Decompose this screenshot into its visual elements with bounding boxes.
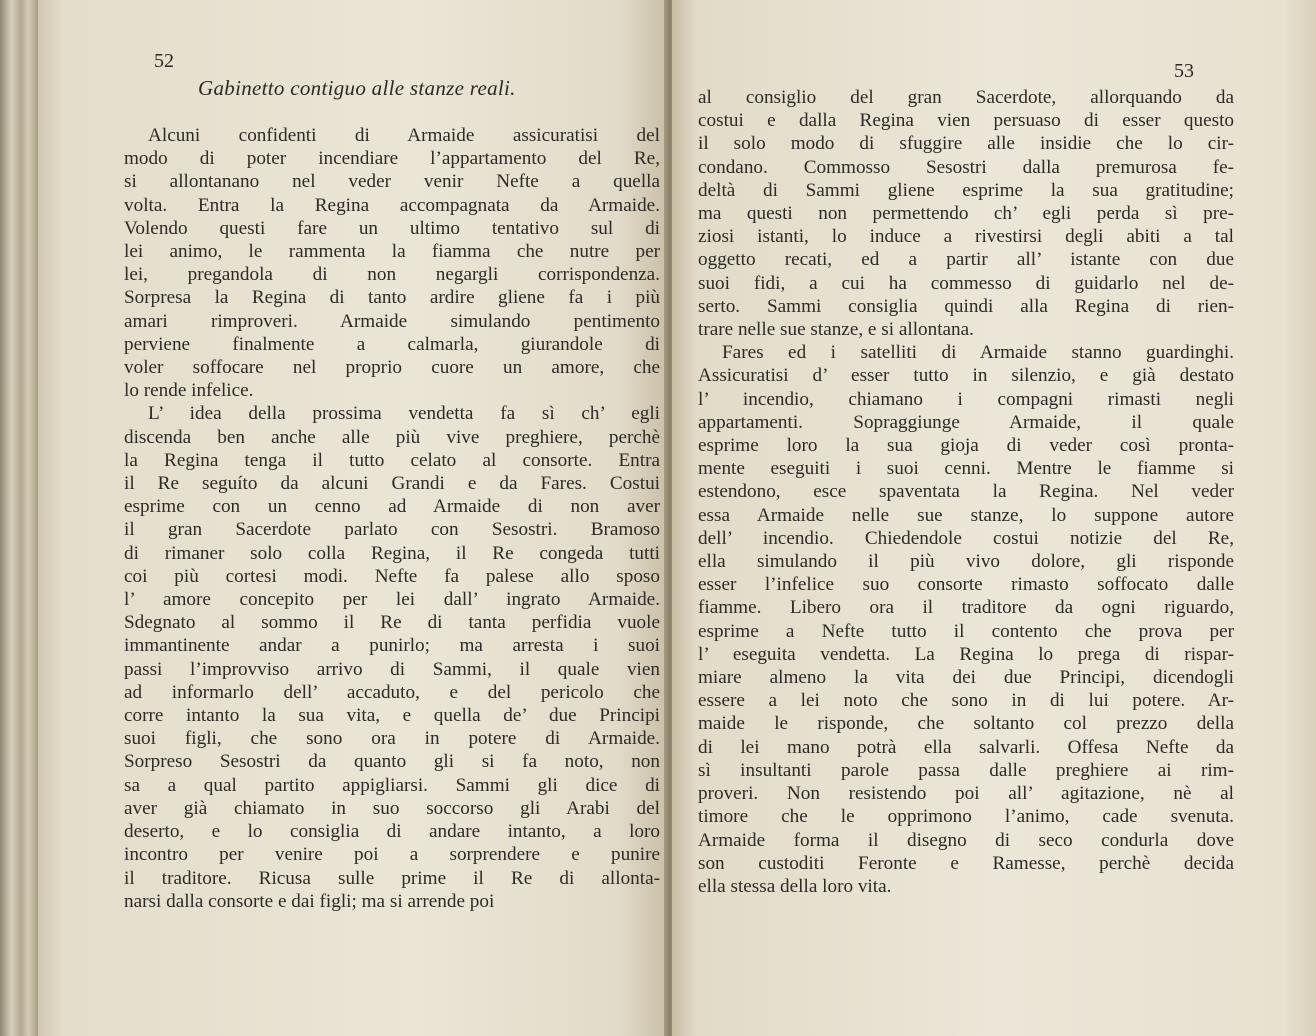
text-line: ella stessa della loro vita. [698,875,892,897]
text-line: Volendo questi fare un ultimo tentativo sul di [124,217,660,239]
text-line: di rimaner solo colla Regina, il Re congeda tutti [124,542,660,564]
text-line: passi l’improvviso arrivo di Sammi, il quale vien [124,658,660,680]
text-line: ma questi non permettendo ch’ egli perda sì pre- [698,203,1234,225]
text-line: timore che le opprimono l’animo, cade svenuta. [698,806,1234,828]
section-heading: Gabinetto contiguo alle stanze reali. [198,76,516,100]
text-line: costui e dalla Regina vien persuaso di esser questo [698,110,1234,132]
text-line: maide le risponde, che soltanto col prezzo della [698,713,1234,735]
text-line: Alcuni confidenti di Armaide assicuratisi del [148,125,660,146]
text-line: sa a qual partito appigliarsi. Sammi gli dice di [124,774,660,796]
text-line: amari rimproveri. Armaide simulando pentimento [124,310,660,332]
text-line: Armaide forma il disegno di seco condurla dove [698,829,1234,851]
right-page [672,0,1316,1036]
text-line: si allontanano nel veder venir Nefte a quella [124,171,660,193]
text-line: l’ eseguita vendetta. La Regina lo prega di rispar- [698,643,1234,665]
text-line: immantinente andar a punirlo; ma arresta i suoi [124,635,660,657]
text-line: condano. Commosso Sesostri dalla premurosa fe- [698,156,1234,178]
text-line: estendono, esce spaventata la Regina. Nel veder [698,481,1234,503]
text-line: la Regina tenga il tutto celato al consorte. Entra [124,449,660,471]
text-line: il gran Sacerdote parlato con Sesostri. Bramoso [124,519,660,541]
text-line: incontro per venire poi a sorprendere e punire [124,844,660,866]
text-line: deserto, e lo consiglia di andare intanto, a loro [124,821,660,843]
text-line: di lei mano potrà ella salvarli. Offesa Nefte da [698,736,1234,758]
text-line: ad informarlo dell’ accaduto, e del pericolo che [124,681,660,703]
text-line: deltà di Sammi gliene esprime la sua gratitudine; [698,179,1234,201]
left-page [38,0,668,1036]
text-line: esprime a Nefte tutto il contento che prova per [698,620,1234,642]
text-line: esprime loro la sua gioja di veder così pronta- [698,435,1234,457]
text-line: serto. Sammi consiglia quindi alla Regina di rien- [698,295,1234,317]
text-line: L’ idea della prossima vendetta fa sì ch’ egli [148,403,660,425]
text-line: miare almeno la vita dei due Principi, dicendogli [698,667,1234,689]
text-line: coi più cortesi modi. Nefte fa palese allo sposo [124,565,660,587]
text-line: aver già chiamato in suo soccorso gli Arabi del [124,797,660,819]
text-line: appartamenti. Sopraggiunge Armaide, il quale [698,411,1234,433]
text-line: proveri. Non resistendo poi all’ agitazione, nè al [698,783,1234,805]
text-line: narsi dalla consorte e dai figli; ma si arrende poi [124,890,495,912]
text-line: suoi figli, che sono ora in potere di Armaide. [124,728,660,750]
text-line: dell’ incendio. Chiedendole costui notizie del Re, [698,527,1234,549]
page-edges [0,0,38,1036]
text-line: il traditore. Ricusa sulle prime il Re di allonta- [124,867,660,889]
text-line: Assicuratisi d’ esser tutto in silenzio, e già destato [698,365,1234,387]
page-number-right: 53 [1174,60,1194,82]
text-line: volta. Entra la Regina accompagnata da Armaide. [124,194,660,216]
text-line: son custoditi Feronte e Ramesse, perchè decida [698,852,1234,874]
text-line: il Re seguíto da alcuni Grandi e da Fares. Costui [124,473,660,495]
text-line: trare nelle sue stanze, e si allontana. [698,319,974,341]
text-line: Sdegnato al sommo il Re di tanta perfidia vuole [124,612,660,634]
text-line: Sorpreso Sesostri da quanto gli si fa noto, non [124,751,660,773]
page-number-left: 52 [154,50,174,72]
text-line: l’ incendio, chiamano i compagni rimasti negli [698,388,1234,410]
text-line: il solo modo di sfuggire alle insidie che lo cir- [698,133,1234,155]
text-line: lei animo, le rammenta la fiamma che nutre per [124,241,660,263]
text-line: Sorpresa la Regina di tanto ardire gliene fa i più [124,287,660,309]
text-line: fiamme. Libero ora il traditore da ogni riguardo, [698,597,1234,619]
left-body-text [124,124,660,913]
text-line: lei, pregandola di non negargli corrispondenza. [124,264,660,286]
text-line: oggetto recati, ed a partir all’ istante con due [698,249,1234,271]
text-line: voler soffocare nel proprio cuore un amore, che [124,357,660,379]
text-line: corre intanto la sua vita, e quella de’ due Principi [124,705,660,727]
text-line: esser l’infelice suo consorte rimasto soffocato dalle [698,574,1234,596]
text-line: l’ amore concepito per lei dall’ ingrato Armaide. [124,589,660,611]
text-line: suoi fidi, a cui ha commesso di guidarlo nel de- [698,272,1234,294]
text-line: essa Armaide nelle sue stanze, lo suppone autore [698,504,1234,526]
text-line: essere a lei noto che sono in di lui potere. Ar- [698,690,1234,712]
text-line: sì insultanti parole passa dalle preghiere ai rim- [698,759,1234,781]
right-body-text [698,86,1234,898]
text-line: Fares ed i satelliti di Armaide stanno guardinghi. [722,342,1234,364]
text-line: modo di poter incendiare l’appartamento del Re, [124,148,660,170]
text-line: perviene finalmente a calmarla, giurandole di [124,333,660,355]
text-line: ziosi istanti, lo induce a rivestirsi degli abiti a tal [698,226,1234,248]
text-line: ella simulando il più vivo dolore, gli risponde [698,551,1234,573]
text-line: discenda ben anche alle più vive preghiere, perchè [124,426,660,448]
text-line: mente eseguiti i suoi cenni. Mentre le fiamme si [698,458,1234,480]
text-line: esprime con un cenno ad Armaide di non aver [124,496,660,518]
text-line: al consiglio del gran Sacerdote, allorquando da [698,87,1234,108]
text-line: lo rende infelice. [124,380,254,402]
